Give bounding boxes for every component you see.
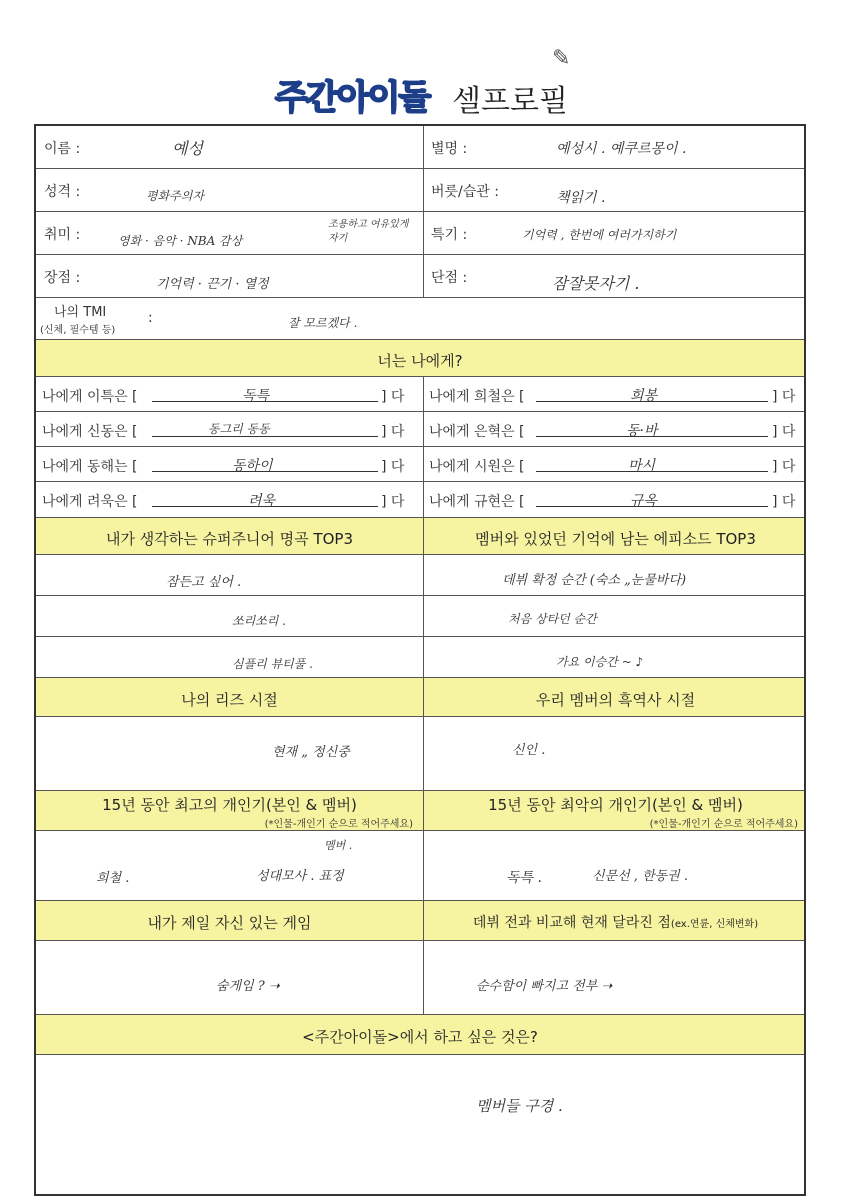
member-value: 동그리 동동 (208, 422, 270, 436)
flaw-label: 단점 : (431, 270, 468, 286)
name-value: 예성 (172, 139, 203, 158)
member-value: 마시 (628, 458, 656, 474)
game-row (36, 941, 804, 1015)
profile-sheet (34, 124, 806, 1196)
best-look-note: (*인물-개인기 순으로 적어주세요) (264, 819, 413, 830)
pencil-icon: ✎ (552, 46, 571, 71)
band-legend (36, 678, 804, 717)
section-legend: 나의 리즈 시절 (181, 691, 278, 709)
page-title: 셀프로필 (452, 84, 568, 119)
song-answer: 심플리 뷰티풀 . (232, 657, 313, 671)
section-top3-episodes: 멤버와 있었던 기억에 남는 에피소드 TOP3 (475, 530, 756, 548)
dark-history-answer: 신인 . (512, 743, 546, 758)
tmi-sub-label: (신체, 필수템 등) (40, 325, 116, 336)
member-suffix: ] 다 (381, 389, 405, 405)
personality-label: 성격 : (44, 184, 81, 200)
section-changed (423, 912, 808, 932)
top3-row (36, 637, 804, 678)
tmi-label: 나의 TMI (54, 305, 107, 320)
worst-look-answer: 독특 . (506, 870, 542, 886)
logo: 주간아이돌 (275, 78, 430, 118)
look-row (36, 831, 804, 901)
nickname-value: 예성시 . 예쿠르몽이 . (556, 141, 687, 157)
member-suffix: ] 다 (772, 424, 796, 440)
section-best-look: 15년 동안 최고의 개인기(본인 & 멤버) (102, 796, 357, 814)
section-best-game: 내가 제일 자신 있는 게임 (147, 914, 312, 932)
talent-value: 기억력 , 한번에 여러가지하기 (522, 228, 677, 242)
top3-row (36, 596, 804, 637)
merit-value: 기억력 · 끈기 · 열정 (156, 277, 269, 292)
member-prefix: 나에게 려욱은 [ (42, 494, 138, 510)
band-top3 (36, 518, 804, 555)
member-prefix: 나에게 시원은 [ (429, 459, 525, 475)
row-merit (36, 255, 804, 298)
song-answer: 잠든고 싶어 . (166, 575, 242, 590)
member-prefix: 나에게 이특은 [ (42, 389, 138, 405)
member-value: 규옥 (630, 493, 658, 509)
member-row (36, 447, 804, 482)
row-tmi (36, 298, 804, 340)
legend-row (36, 717, 804, 791)
section-want: <주간아이돌>에서 하고 싶은 것은? (302, 1028, 538, 1046)
worst-look-note: (*인물-개인기 순으로 적어주세요) (649, 819, 798, 830)
member-value: 동·바 (626, 423, 658, 439)
best-game-answer: 숨게임 ? ➝ (216, 979, 280, 994)
merit-label: 장점 : (44, 270, 81, 286)
section-you-are: 너는 나에게? (377, 352, 463, 370)
section-dark-history: 우리 멤버의 흑역사 시절 (535, 691, 696, 709)
member-suffix: ] 다 (381, 494, 405, 510)
tmi-colon: : (148, 310, 153, 326)
member-value: 독특 (242, 388, 270, 404)
talent-label: 특기 : (431, 227, 468, 243)
episode-answer: 가요 이승간 ~ ♪ (556, 655, 644, 669)
member-row (36, 377, 804, 412)
tmi-value: 잘 모르겠다 . (288, 316, 358, 330)
best-look-answer: 희철 . (96, 871, 130, 886)
member-value: 희봉 (630, 388, 658, 404)
band-you-are (36, 340, 804, 377)
flaw-value: 잠잘못자기 . (552, 274, 640, 293)
band-want (36, 1015, 804, 1055)
section-top3-songs: 내가 생각하는 슈퍼주니어 명곡 TOP3 (105, 530, 353, 548)
changed-answer: 순수함이 빠지고 전부 ➝ (476, 979, 613, 994)
name-label: 이름 : (44, 141, 81, 157)
member-suffix: ] 다 (772, 494, 796, 510)
row-hobby (36, 212, 804, 255)
nickname-label: 별명 : (431, 141, 468, 157)
member-prefix: 나에게 규현은 [ (429, 494, 525, 510)
member-prefix: 나에게 신동은 [ (42, 424, 138, 440)
member-suffix: ] 다 (381, 459, 405, 475)
hobby-label: 취미 : (44, 227, 81, 243)
row-personality (36, 169, 804, 212)
member-suffix: ] 다 (381, 424, 405, 440)
episode-answer: 데뷔 확정 순간 (숙소 „눈물바다) (502, 573, 687, 588)
member-value: 려욱 (248, 493, 276, 509)
habit-label: 버릇/습관 : (431, 184, 499, 200)
band-look (36, 791, 804, 831)
personality-value: 평화주의자 (146, 189, 204, 203)
want-answer: 멤버들 구경 . (476, 1097, 563, 1115)
section-worst-look: 15년 동안 최악의 개인기(본인 & 멤버) (488, 796, 743, 814)
member-prefix: 나에게 희철은 [ (429, 389, 525, 405)
want-row (36, 1055, 804, 1194)
top3-row (36, 555, 804, 596)
member-row (36, 482, 804, 518)
changed-title: 데뷔 전과 비교해 현재 달라진 점 (472, 915, 671, 931)
member-prefix: 나에게 은혁은 [ (429, 424, 525, 440)
habit-value: 책읽기 . (556, 190, 606, 206)
song-answer: 쏘리쏘리 . (232, 614, 286, 628)
row-name (36, 126, 804, 169)
member-value: 동하이 (232, 458, 273, 474)
episode-answer: 처음 상타던 순간 (508, 612, 597, 626)
member-prefix: 나에게 동해는 [ (42, 459, 138, 475)
best-look-answer: 성대모사 . 표정 (256, 869, 344, 884)
worst-look-answer: 신문선 , 한동권 . (592, 869, 689, 884)
hobby-value-2: 조용하고 여유있게 자기 (328, 219, 409, 244)
member-row (36, 412, 804, 447)
legend-answer: 현재 „ 정신중 (272, 745, 350, 760)
changed-small: (ex.연륜, 신체변화) (670, 919, 759, 930)
best-look-extra: 멤버 . (324, 839, 353, 852)
band-game (36, 901, 804, 941)
member-suffix: ] 다 (772, 389, 796, 405)
member-suffix: ] 다 (772, 459, 796, 475)
hobby-value: 영화 · 음악 · NBA 감상 (118, 234, 243, 248)
